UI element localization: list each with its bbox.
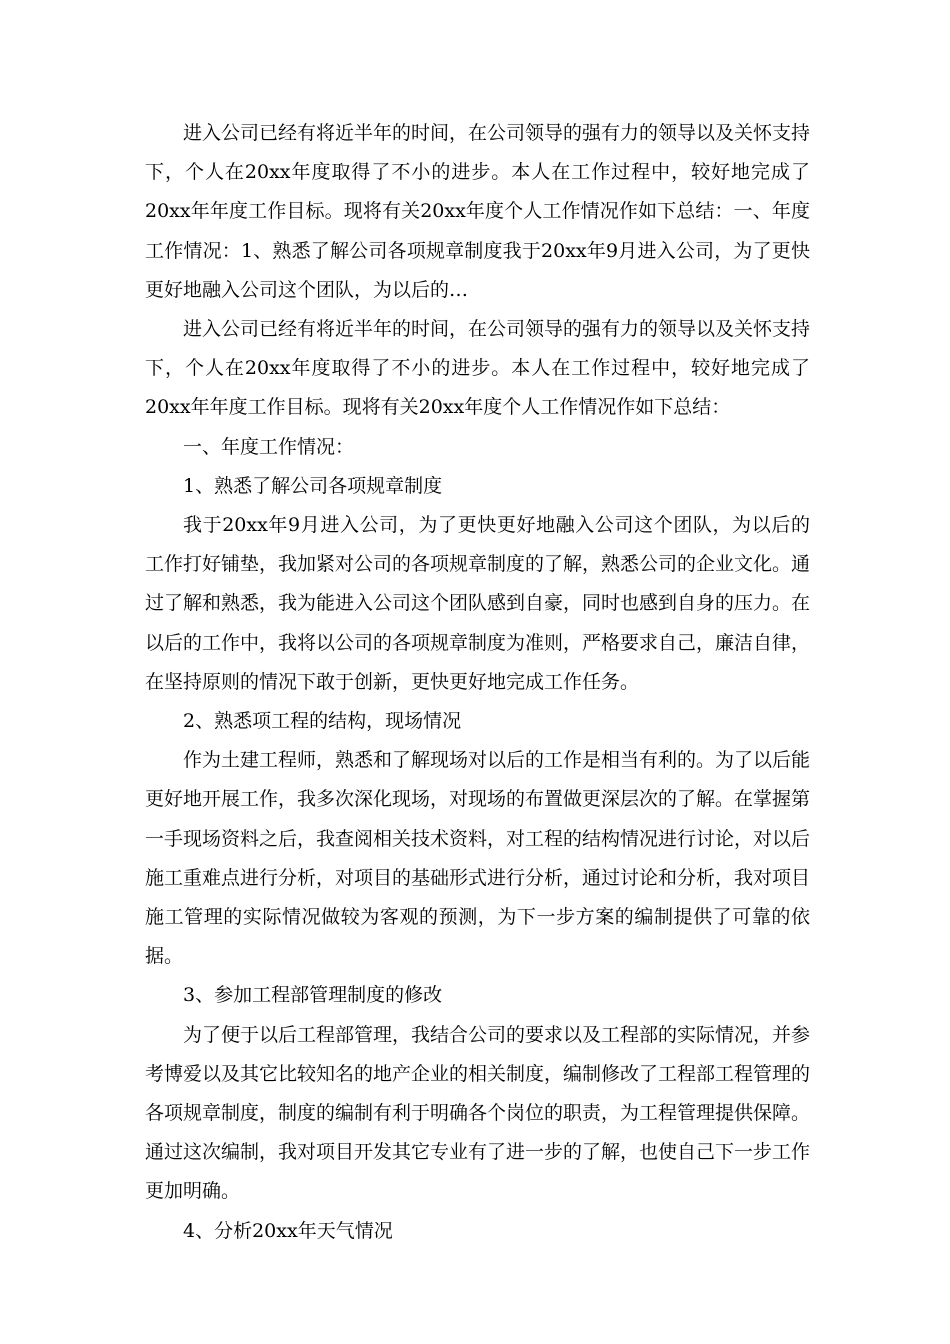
document-body [145,114,810,1251]
section-heading: 一、年度工作情况： [183,435,355,458]
intro-paragraph: 进入公司已经有将近半年的时间，在公司领导的强有力的领导以及关怀支持下，个人在20xx年度取得了不小的进步。本人在工作过程中，较好地完成了20xx年年度工作目标。现将有关20xx年度个人工作情况作如下总结： [145,318,811,419]
summary-paragraph: 进入公司已经有将近半年的时间，在公司领导的强有力的领导以及关怀支持下，个人在20xx年度取得了不小的进步。本人在工作过程中，较好地完成了20xx年年度工作目标。现将有关20xx年度个人工作情况作如下总结：一、年度工作情况：1、熟悉了解公司各项规章制度我于20xx年9月进入公司，为了更快更好地融入公司这个团队，为以后的… [145,122,811,301]
body-paragraph: 我于20xx年9月进入公司，为了更快更好地融入公司这个团队，为以后的工作打好铺垫，我加紧对公司的各项规章制度的了解，熟悉公司的企业文化。通过了解和熟悉，我为能进入公司这个团队感到自豪，同时也感到自身的压力。在以后的工作中，我将以公司的各项规章制度为准则，严格要求自己，廉洁自律，在坚持原则的情况下敢于创新，更快更好地完成工作任务。 [145,514,811,693]
body-paragraph: 作为土建工程师，熟悉和了解现场对以后的工作是相当有利的。为了以后能更好地开展工作，我多次深化现场，对现场的布置做更深层次的了解。在掌握第一手现场资料之后，我查阅相关技术资料，对工程的结构情况进行讨论，对以后施工重难点进行分析，对项目的基础形式进行分析，通过讨论和分析，我对项目施工管理的实际情况做较为客观的预测，为下一步方案的编制提供了可靠的依据。 [145,749,811,968]
subsection-heading: 4、分析20xx年天气情况 [183,1219,393,1242]
subsection-heading: 2、熟悉项工程的结构，现场情况 [183,710,462,733]
subsection-heading: 3、参加工程部管理制度的修改 [183,984,443,1007]
subsection-heading: 1、熟悉了解公司各项规章制度 [183,474,443,497]
body-paragraph: 为了便于以后工程部管理，我结合公司的要求以及工程部的实际情况，并参考博爱以及其它比较知名的地产企业的相关制度，编制修改了工程部工程管理的各项规章制度，制度的编制有利于明确各个岗位的职责，为工程管理提供保障。通过这次编制，我对项目开发其它专业有了进一步的了解，也使自己下一步工作更加明确。 [145,1023,811,1203]
